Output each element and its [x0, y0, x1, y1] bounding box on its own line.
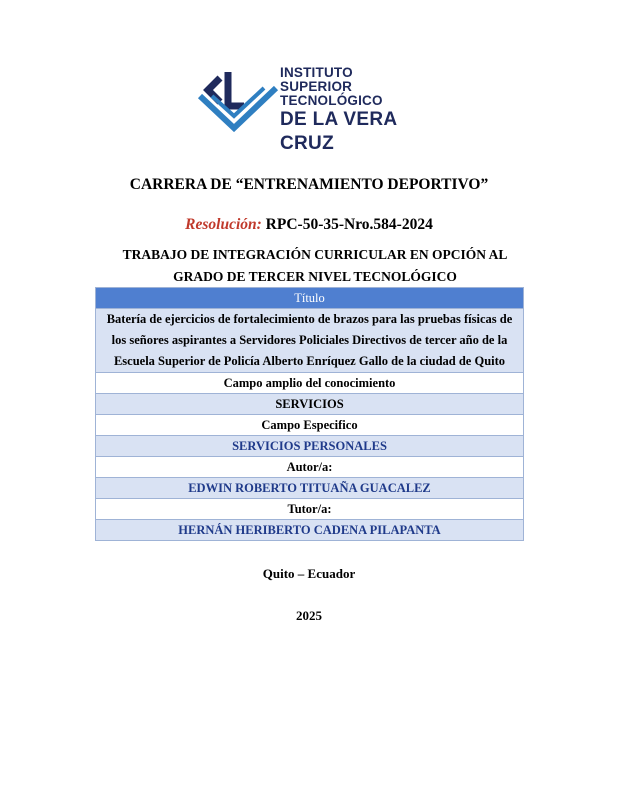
logo-line-4: DE LA VERA CRUZ	[280, 109, 397, 154]
resolution-label: Resolución:	[185, 216, 262, 233]
year-text: 2025	[296, 608, 322, 623]
institute-logo	[198, 65, 438, 154]
title-header: Título	[96, 288, 524, 309]
resolution-line	[0, 216, 618, 234]
broad-field-value: SERVICIOS	[96, 394, 524, 415]
title-value: Batería de ejercicios de fortalecimiento de brazos para las pruebas físicas de los señores aspirantes a Servidores Policiales Directivos de tercer año de la Escuela Superior de Policía Alberto Enríquez Gallo de la ciudad de Quito	[96, 309, 524, 373]
cover-info-table	[95, 287, 524, 541]
logo-line-3: TECNOLÓGICO	[280, 93, 383, 108]
tutor-label: Tutor/a:	[96, 499, 524, 520]
broad-field-label: Campo amplio del conocimiento	[96, 373, 524, 394]
specific-field-label: Campo Especifico	[96, 415, 524, 436]
place-text: Quito – Ecuador	[262, 566, 356, 581]
career-heading: CARRERA DE “ENTRENAMIENTO DEPORTIVO”	[129, 176, 489, 193]
tutor-value: HERNÁN HERIBERTO CADENA PILAPANTA	[96, 520, 524, 541]
degree-heading: TRABAJO DE INTEGRACIÓN CURRICULAR EN OPCIÓN AL GRADO DE TERCER NIVEL TECNOLÓGICO	[122, 247, 508, 284]
logo-line-1: INSTITUTO	[280, 65, 353, 80]
logo-wordmark	[280, 66, 438, 156]
author-label: Autor/a:	[96, 457, 524, 478]
resolution-value: RPC-50-35-Nro.584-2024	[261, 216, 433, 233]
specific-field-value: SERVICIOS PERSONALES	[96, 436, 524, 457]
logo-line-2: SUPERIOR	[280, 79, 353, 94]
author-value: EDWIN ROBERTO TITUAÑA GUACALEZ	[96, 478, 524, 499]
vera-cruz-logo-icon	[198, 66, 278, 136]
